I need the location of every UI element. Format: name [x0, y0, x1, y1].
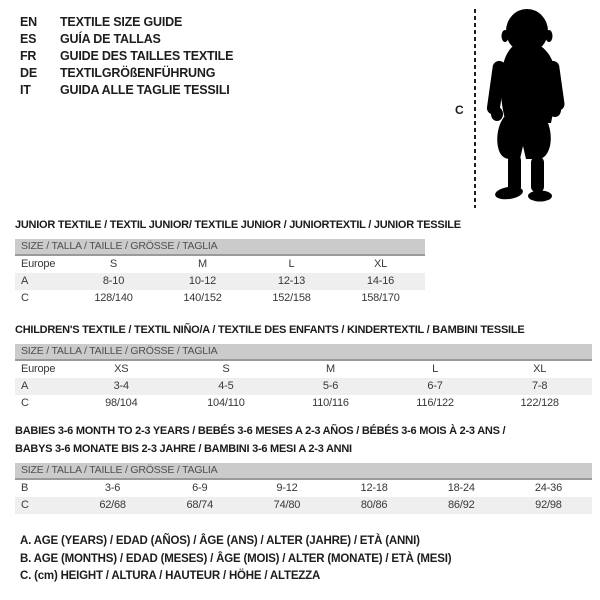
size-value-cell: 152/158: [272, 292, 311, 304]
language-code: EN: [20, 15, 37, 29]
table-rows: [15, 480, 592, 514]
size-value-cell: 9-12: [276, 482, 298, 494]
size-value-cell: 4-5: [218, 380, 234, 392]
table-title-block: [15, 422, 592, 458]
size-value-cell: S: [222, 363, 230, 375]
row-label: B: [21, 482, 29, 494]
babies-size-table: [15, 422, 592, 514]
language-title: GUÍA DE TALLAS: [60, 32, 161, 46]
language-row: [20, 31, 233, 48]
table-title: JUNIOR TEXTILE / TEXTIL JUNIOR/ TEXTILE JUNIOR / JUNIORTEXTIL / JUNIOR TESSILE: [15, 219, 461, 231]
size-value-cell: 128/140: [94, 292, 133, 304]
language-code: ES: [20, 32, 37, 46]
size-value-cell: 98/104: [105, 397, 138, 409]
size-value-cell: 8-10: [102, 275, 125, 287]
table-row: [15, 361, 592, 378]
row-label: Europe: [21, 363, 56, 375]
language-code: IT: [20, 83, 31, 97]
size-value-cell: 18-24: [447, 482, 475, 494]
height-label-c: C: [455, 103, 464, 117]
table-row: [15, 480, 592, 497]
size-header-bar: SIZE / TALLA / TAILLE / GRÖSSE / TAGLIA: [15, 239, 425, 256]
table-title: BABIES 3-6 MONTH TO 2-3 YEARS / BEBÉS 3-6 MESES A 2-3 AÑOS / BÉBÉS 3-6 MOIS À 2-3 ANS /: [15, 425, 506, 437]
size-value-cell: 3-6: [104, 482, 121, 494]
table-rows: [15, 256, 425, 307]
footnote-age-years: A. AGE (YEARS) / EDAD (AÑOS) / ÂGE (ANS) / ALTER (JAHRE) / ETÀ (ANNI): [20, 535, 420, 547]
table-row: [15, 395, 592, 412]
table-title: CHILDREN'S TEXTILE / TEXTIL NIÑO/A / TEXTILE DES ENFANTS / KINDERTEXTIL / BAMBINI TESSILE: [15, 324, 525, 336]
size-value-cell: 110/116: [312, 397, 349, 409]
table-row: [15, 497, 592, 514]
language-title: TEXTILGRÖßENFÜHRUNG: [60, 66, 216, 80]
size-value-cell: 140/152: [183, 292, 222, 304]
row-label: C: [21, 292, 29, 304]
legend-footnotes: [20, 533, 451, 586]
table-row: [15, 378, 592, 395]
height-measure-dashed-line: [474, 9, 476, 208]
footnote-height-cm: C. (cm) HEIGHT / ALTURA / HAUTEUR / HÖHE / ALTEZZA: [20, 570, 321, 582]
size-value-cell: 12-13: [277, 275, 306, 287]
size-value-cell: 12-18: [360, 482, 388, 494]
row-label: A: [21, 380, 29, 392]
language-title: TEXTILE SIZE GUIDE: [60, 15, 183, 29]
size-value-cell: L: [288, 258, 295, 270]
size-value-cell: XL: [373, 258, 388, 270]
size-value-cell: 92/98: [535, 499, 562, 511]
row-label: A: [21, 275, 29, 287]
table-row: [15, 256, 425, 273]
size-header-bar: SIZE / TALLA / TAILLE / GRÖSSE / TAGLIA: [15, 344, 592, 361]
size-value-cell: 104/110: [207, 397, 245, 409]
table-rows: [15, 361, 592, 412]
toddler-silhouette-image: [482, 6, 572, 208]
language-row: [20, 82, 233, 99]
size-value-cell: M: [198, 258, 207, 270]
size-value-cell: 86/92: [448, 499, 475, 511]
size-value-cell: 24-36: [534, 482, 563, 494]
table-row: [15, 290, 425, 307]
table-row: [15, 273, 425, 290]
size-value-cell: 74/80: [273, 499, 301, 511]
language-row: [20, 14, 233, 31]
size-value-cell: 116/122: [416, 397, 454, 409]
size-value-cell: 7-8: [532, 380, 548, 392]
language-code: FR: [20, 49, 37, 63]
table-title: BABYS 3-6 MONATE BIS 2-3 JAHRE / BAMBINI 3-6 MESI A 2-3 ANNI: [15, 443, 352, 455]
footnote-age-months: B. AGE (MONTHS) / EDAD (MESES) / ÂGE (MOIS) / ALTER (MONATE) / ETÀ (MESI): [20, 552, 452, 565]
size-value-cell: 68/74: [186, 499, 214, 511]
size-value-cell: 3-4: [113, 380, 129, 392]
size-value-cell: 6-9: [192, 482, 208, 494]
row-label: C: [21, 499, 29, 511]
size-value-cell: XL: [533, 363, 547, 375]
row-label: C: [21, 397, 29, 409]
table-title-block: [15, 216, 461, 234]
size-value-cell: 80/86: [360, 499, 388, 511]
table-title-block: [15, 321, 592, 339]
size-value-cell: 62/68: [99, 499, 126, 511]
language-title-block: [20, 14, 233, 99]
language-row: [20, 48, 233, 65]
junior-size-table: [15, 216, 461, 307]
row-label: Europe: [21, 258, 56, 270]
size-header-bar: SIZE / TALLA / TAILLE / GRÖSSE / TAGLIA: [15, 463, 592, 480]
size-value-cell: 10-12: [188, 275, 217, 287]
language-code: DE: [20, 66, 37, 80]
size-value-cell: S: [109, 258, 118, 270]
size-value-cell: M: [326, 363, 335, 375]
size-value-cell: XS: [114, 363, 129, 375]
size-value-cell: 14-16: [366, 275, 395, 287]
size-value-cell: 6-7: [427, 380, 443, 392]
size-value-cell: L: [432, 363, 439, 375]
size-value-cell: 5-6: [322, 380, 339, 392]
language-title: GUIDA ALLE TAGLIE TESSILI: [60, 83, 230, 97]
size-value-cell: 158/170: [361, 292, 400, 304]
children-size-table: [15, 321, 592, 412]
size-value-cell: 122/128: [520, 397, 559, 409]
language-row: [20, 65, 233, 82]
language-title: GUIDE DES TAILLES TEXTILE: [60, 49, 234, 63]
